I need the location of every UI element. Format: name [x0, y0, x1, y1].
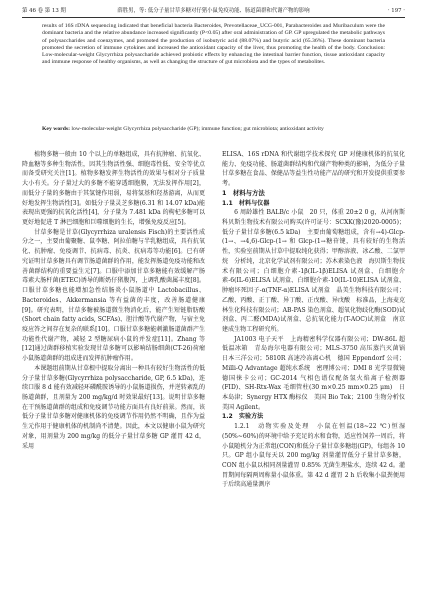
section-heading: 1 材料与方法 [222, 188, 265, 197]
keywords-line [42, 126, 385, 133]
subsection-heading: 1.1 材料与仪器 [222, 199, 270, 207]
body-paragraph: 本课题组前期从甘草根中提取分离出一种具有较好生物活性的低分子量甘草多糖(Glycyrrhiza polysaccharide, GP, 6.5 kDa)，连续口服 8 d 能有效减轻环磷酰胺诱导的小鼠肠道损伤，并逆转紊乱的肠道菌群，且剂量为 200 mg/kg/d 时效果最好[13]。说明甘草多糖在干预肠道菌群的组成和免疫调节功能方面具有良好前景。然而，该低分子量甘草多糖对健康机体的免疫调节作用仍然不明确，且作为益生元作用于健康机体的机制尚不清楚。因此，本文以健康小鼠为研究对象，用剂量为 200 mg/kg 的低分子量甘草多糖 GP 灌胃 42 d，采用 [22, 364, 205, 450]
header-divider [22, 17, 405, 18]
body-paragraph: ELISA、16S rDNA 和代谢组学技术探究 GP 对健康机体的抗氧化能力、免疫功能、肠道菌群结构和代谢产物种类的影响，为低分子量甘草多糖在食品、保健品等益生性功能产品的研究和开发提供重要参考。 [222, 151, 405, 188]
body-paragraph: 1.2.1 动物实验及处理 小鼠在恒温(18~22 ℃)恒湿(50%~60%)的环境中给予充足的水和食物，适应性饲养一周后，将小鼠随机分为正常组(CON)和低分子量甘草多糖组(GP)，每组各 10 只。GP 组小鼠每天以 200 mg/kg 剂量灌胃低分子量甘草多糖，CON 组小鼠以相同剂量灌胃 0.85% 无菌生理盐水，连续 42 d。灌胃期间每隔两周称量小鼠体重。第 42 d 灌胃 2 h 后收集小鼠粪便用于后续高通量测序 [222, 423, 405, 489]
abstract-text: results of 16S rDNA sequencing indicated that beneficial bacteria Bacteroides, Prevotellaceae_UCG-001, Parabacteroides and Muribaculum were the dominant bacteria and the relative abundance increased significantly (P<0.05) after oral administration of GP. GP upregulated the metabolic pathways of polysaccharides and coenzymes, and promoted the production of isobutyric acid (88.07%) and butyric acid (65.36%). These dominant bacteria promoted the secretion of immune cytokines and increased the antioxidant capacity of the liver, thus promoting the health of the body. Conclusion: Low-molecular-weight Glycyrrhiza polysaccharide achieved probiotic effects by enhancing the intestinal barrier function, tissue antioxidant capacity and immune response of healthy organisms, as well as changing the structure of gut microbiota and the types of metabolites. [42, 23, 385, 66]
left-column [22, 150, 205, 596]
right-column [222, 150, 412, 596]
subsection-heading: 1.2 实验方法 [222, 413, 264, 421]
issue-label: 第 46 卷 第 13 期 [22, 8, 66, 14]
running-title: 薛胜男，等: 低分子量甘草多糖对仔猪小鼠免疫功能、肠道菌群和代谢产物的影响 [117, 8, 310, 14]
body-paragraph: 甘草多糖是甘草(Glycyrrhiza uralensis Fisch)的主要活性成分之一，主要由葡聚糖、鼠李糖、阿拉伯糖与半乳糖组成，具有抗氧化、抗肿瘤、免疫调节、抗病毒、抗炎、抗病毒等功能[6]。已有研究证明甘草多糖具有调节肠道菌群的作用，能发挥肠道免疫功能和改善菌群结构的重要益生元[7]。口服中添加甘草多糖能有效缓解产肠毒素大肠杆菌(ETEC)诱导的断奶仔猪腹泻，上调乳酸菌属丰度[8]。口服甘草多糖也能增加急性结肠炎小鼠肠道中 Lactobacillus、Bacteroides、Akkermansia 等有益菌的丰度，改善肠道健康[9]。研究表明，甘草多糖被肠道微生物消化后，能产生短链脂肪酸(Short chain fatty acids, SCFAs)、胆汁酸等代谢产物，与宿主免疫应答之间存在复杂的联系[10]。口服甘草多糖能刺激肠道菌群产生功能性代谢产物，减轻 2 型糖尿病小鼠的并发症[11]。Zhang 等[12]通过菌群移植实验发现甘草多糖可以影响结肠细菌(CT-26)荷瘤小鼠肠道菌群的组成进而发挥抗肿瘤作用。 [22, 228, 205, 363]
running-header [22, 6, 405, 16]
keywords-label: Key words: [42, 126, 70, 132]
body-paragraph: JA1003 电子天平 上海精密科学仪器有限公司；DW-86L 超低温冰箱 青岛海尔电器有限公司；MLS-3750 高压蒸汽灭菌锅 日本三洋公司；5810R 高速冷冻离心机 德国 Eppendorf 公司；Milli-Q Advantage 超纯水系统 密理博公司；DMI 8 光学显微镜 德国徕卡公司；GC-2014 气相色谱仪配备氢火焰离子检测器(FID)、SH-Rtx-Wax 毛细管柱(30 m×0.25 mm×0.25 μm) 日本岛津；Synergy HTX 酶标仪 美国 Bio Tek；2100 生物分析仪 美国 Agilent。 [222, 335, 412, 411]
english-abstract [42, 23, 385, 67]
body-paragraph: 6 周龄雄性 BALB/c 小鼠 20 只，体重 20±2 0 g，从河南斯科贝斯生物技术有限公司购买(许可证号：SCXK(豫)2020-0005)；低分子量甘草多糖(6.5 kDa) 主要由葡萄糖组成，含有→4)-Glcp-(1→、→4,6)-Glcp-(1→ 和 Glcp-(1→糖苷键，具有较好的生物活性，实验室前期从甘草中提取纯化获得；甲醇溶液、冰乙酸、二氯甲烷 分析纯，北京化学试剂有限公司；苏木素染色液 海贝斯生物技术有限公司；白细胞介素-1β(IL-1β)ELISA 试剂盒、白细胞介素-6(IL-6)ELISA 试剂盒、白细胞介素-10(IL-10)ELISA 试剂盒、肿瘤坏死因子-α(TNF-α)ELISA 试剂盒 晶美生物科技有限公司；乙酸、丙酸、正丁酸、异丁酸、正戊酸、异戊酸 标准品，上海麦克林生化科技有限公司；AB-PAS 染色剂盒、超氧化物歧化酶(SOD)试剂盒、丙二醛(MDA)试剂盒、总抗氧化能力(T-AOC)试剂盒 南京建成生物工程研究所。 [222, 209, 405, 333]
page-number: · 197 · [387, 8, 405, 14]
keywords-text: low-molecular-weight Glycyrrhiza polysaccharide (GP); immune function; gut microbiota; antioxidant activity [71, 126, 324, 132]
body-paragraph: 植物多糖一般由 10 个以上的单糖组成，具有抗肿瘤、抗氧化、降血糖等多种生物活性，因其生物活性强、细胞毒性低、安全等优点而备受研究关注[1]。植物多糖发挥生物活性的效果与相对分子质量大小有关。分子量过大的多糖不能穿透细胞膜，无法发挥作用[2]，而低分子量的多糖由于其氢键作用弱，易将氢基和羟基游离，从而更好地发挥生物活性[3]。如低分子量灵芝多糖(6.31 和 14.07 kDa)能表现出更强的抗氧化活性[4]，分子量为 7.481 kDa 的枸杞多糖可以更好地促进 T 淋巴细胞和巨噬细胞的生长，增强免疫反应[5]。 [22, 151, 205, 227]
